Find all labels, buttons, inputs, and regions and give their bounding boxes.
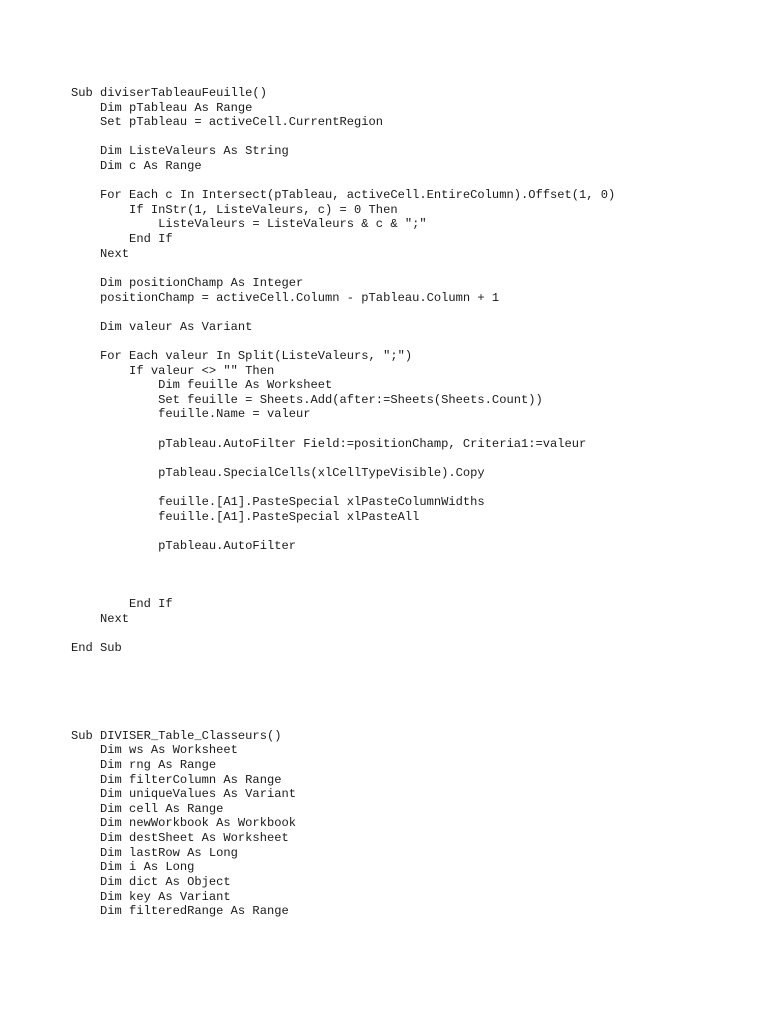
code-line: End If (71, 232, 173, 247)
code-line: For Each c In Intersect(pTableau, activeCell.EntireColumn).Offset(1, 0) (71, 188, 616, 203)
code-line (71, 670, 615, 685)
code-line: positionChamp = activeCell.Column - pTableau.Column + 1 (71, 290, 500, 305)
code-line: Set pTableau = activeCell.CurrentRegion (71, 115, 384, 130)
code-line: ListeValeurs = ListeValeurs & c & ";" (71, 217, 427, 232)
code-line: pTableau.SpecialCells(xlCellTypeVisible).Copy (71, 465, 485, 480)
code-line (71, 700, 615, 715)
code-line (71, 334, 615, 349)
code-line: feuille.[A1].PasteSpecial xlPasteColumnWidths (71, 495, 485, 510)
code-line: Set feuille = Sheets.Add(after:=Sheets(Sheets.Count)) (71, 392, 543, 407)
code-line: If InStr(1, ListeValeurs, c) = 0 Then (71, 202, 398, 217)
code-line (71, 422, 615, 437)
code-line (71, 583, 615, 598)
code-line: Dim filteredRange As Range (71, 904, 289, 919)
code-line: Sub diviserTableauFeuille() (71, 86, 267, 100)
code-line (71, 656, 615, 671)
code-line: Dim key As Variant (71, 889, 231, 904)
code-line: For Each valeur In Split(ListeValeurs, ";") (71, 348, 413, 363)
code-line: Next (71, 246, 130, 261)
code-line: If valeur <> "" Then (71, 363, 275, 378)
code-line: Dim dict As Object (71, 874, 231, 889)
code-line (71, 714, 615, 729)
code-line: Sub DIVISER_Table_Classeurs() (71, 728, 282, 743)
code-line: End Sub (71, 641, 122, 656)
code-line: Dim cell As Range (71, 801, 224, 816)
code-line: Next (71, 611, 130, 626)
code-line: Dim pTableau As Range (71, 100, 253, 115)
code-line (71, 685, 615, 700)
code-line (71, 305, 615, 320)
code-line (71, 568, 615, 583)
code-line: Dim destSheet As Worksheet (71, 831, 289, 846)
code-line: pTableau.AutoFilter Field:=positionChamp, Criteria1:=valeur (71, 436, 587, 451)
code-line (71, 451, 615, 466)
code-line: Dim c As Range (71, 159, 202, 174)
code-line: Dim positionChamp As Integer (71, 275, 304, 290)
code-line: Dim valeur As Variant (71, 319, 253, 334)
code-line: pTableau.AutoFilter (71, 538, 296, 553)
code-line: Dim ws As Worksheet (71, 743, 238, 758)
code-line (71, 174, 615, 189)
code-line (71, 261, 615, 276)
code-line: Dim newWorkbook As Workbook (71, 816, 296, 831)
code-line (71, 554, 615, 569)
code-line: Dim feuille As Worksheet (71, 378, 333, 393)
code-line: Dim ListeValeurs As String (71, 144, 289, 159)
code-line (71, 524, 615, 539)
code-line: Dim filterColumn As Range (71, 772, 282, 787)
code-line: Dim lastRow As Long (71, 845, 238, 860)
code-line: Dim i As Long (71, 860, 195, 875)
code-line (71, 627, 615, 642)
code-line: feuille.Name = valeur (71, 407, 311, 422)
code-line: Dim uniqueValues As Variant (71, 787, 296, 802)
code-line: Dim rng As Range (71, 758, 217, 773)
code-line: feuille.[A1].PasteSpecial xlPasteAll (71, 509, 420, 524)
code-line (71, 130, 615, 145)
code-block (71, 86, 615, 919)
code-line: End If (71, 597, 173, 612)
code-line (71, 480, 615, 495)
